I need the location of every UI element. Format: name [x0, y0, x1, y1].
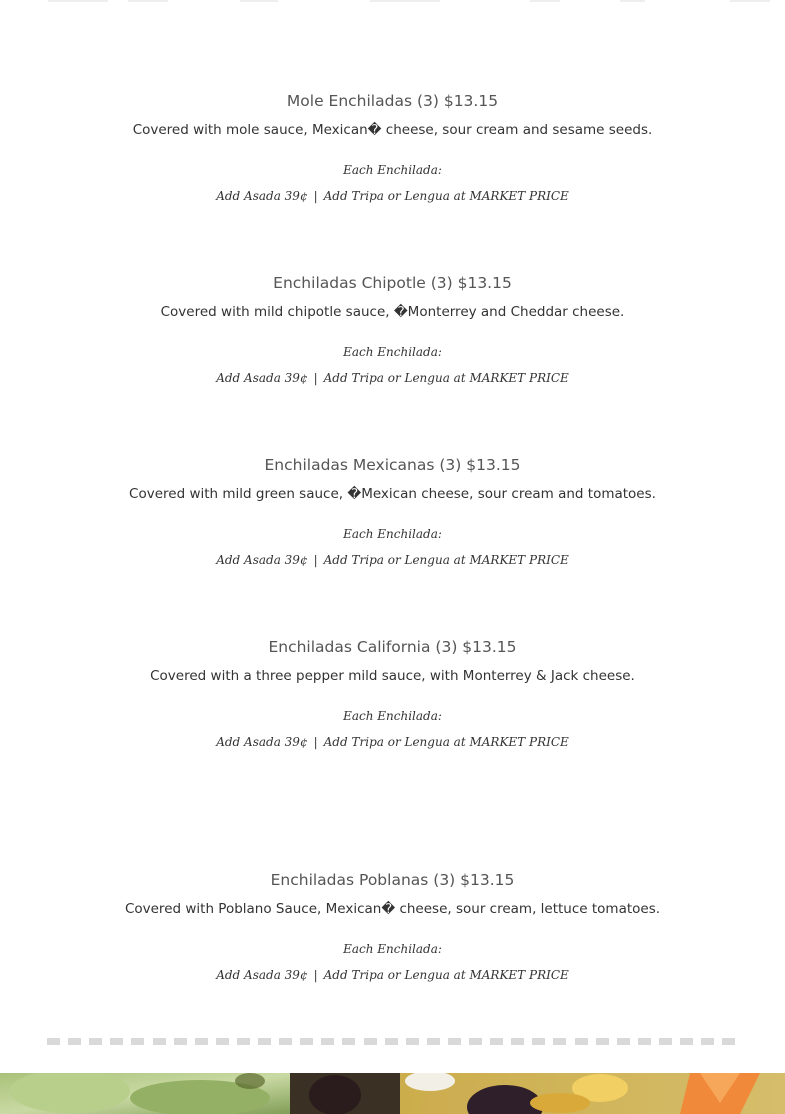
- divider-dash: [174, 1038, 187, 1045]
- addon-asada: Add Asada 39¢: [216, 371, 308, 385]
- addon-label: Each Enchilada:: [343, 942, 442, 956]
- item-title: Mole Enchiladas (3) $13.15: [286, 92, 499, 110]
- addon-tripa-lengua: Add Tripa or Lengua at MARKET PRICE: [323, 968, 569, 982]
- food-photo: [0, 1073, 785, 1114]
- divider-dash: [258, 1038, 271, 1045]
- divider-dash: [638, 1038, 651, 1045]
- item-description: Covered with a three pepper mild sauce, with Monterrey & Jack cheese.: [150, 668, 635, 684]
- addon-asada: Add Asada 39¢: [216, 553, 308, 567]
- divider-dash: [385, 1038, 398, 1045]
- divider-dash: [427, 1038, 440, 1045]
- item-title: Enchiladas California (3) $13.15: [268, 638, 517, 656]
- top-edge-strip: [0, 0, 785, 3]
- addon-tripa-lengua: Add Tripa or Lengua at MARKET PRICE: [323, 735, 569, 749]
- divider-dash: [680, 1038, 693, 1045]
- addon-label: Each Enchilada:: [343, 163, 442, 177]
- divider-dash: [722, 1038, 735, 1045]
- dashed-divider: [47, 1038, 739, 1045]
- divider-dash: [596, 1038, 609, 1045]
- addon-options: [0, 552, 785, 568]
- addon-tripa-lengua: Add Tripa or Lengua at MARKET PRICE: [323, 189, 569, 203]
- addon-separator: |: [313, 968, 318, 982]
- item-title: Enchiladas Mexicanas (3) $13.15: [264, 456, 521, 474]
- divider-dash: [89, 1038, 102, 1045]
- addon-separator: |: [313, 371, 318, 385]
- divider-dash: [216, 1038, 229, 1045]
- divider-dash: [321, 1038, 334, 1045]
- divider-dash: [300, 1038, 313, 1045]
- divider-dash: [532, 1038, 545, 1045]
- divider-dash: [195, 1038, 208, 1045]
- menu-item-enchiladas-poblanas: [0, 870, 785, 983]
- addon-options: [0, 967, 785, 983]
- divider-dash: [342, 1038, 355, 1045]
- divider-dash: [279, 1038, 292, 1045]
- divider-dash: [110, 1038, 123, 1045]
- item-title: Enchiladas Chipotle (3) $13.15: [273, 274, 512, 292]
- divider-dash: [659, 1038, 672, 1045]
- addon-tripa-lengua: Add Tripa or Lengua at MARKET PRICE: [323, 371, 569, 385]
- divider-dash: [131, 1038, 144, 1045]
- divider-dash: [237, 1038, 250, 1045]
- addon-asada: Add Asada 39¢: [216, 189, 308, 203]
- item-title: Enchiladas Poblanas (3) $13.15: [270, 871, 515, 889]
- divider-dash: [406, 1038, 419, 1045]
- divider-dash: [153, 1038, 166, 1045]
- addon-separator: |: [313, 189, 318, 203]
- divider-dash: [553, 1038, 566, 1045]
- menu-item-enchiladas-california: [0, 637, 785, 750]
- divider-dash: [490, 1038, 503, 1045]
- addon-tripa-lengua: Add Tripa or Lengua at MARKET PRICE: [323, 553, 569, 567]
- item-description: Covered with mole sauce, Mexican� cheese, sour cream and sesame seeds.: [132, 122, 653, 138]
- divider-dash: [469, 1038, 482, 1045]
- addon-asada: Add Asada 39¢: [216, 735, 308, 749]
- divider-dash: [511, 1038, 524, 1045]
- divider-dash: [68, 1038, 81, 1045]
- menu-item-enchiladas-chipotle: [0, 273, 785, 386]
- divider-dash: [701, 1038, 714, 1045]
- divider-dash: [617, 1038, 630, 1045]
- divider-dash: [364, 1038, 377, 1045]
- menu-item-mole-enchiladas: [0, 91, 785, 204]
- divider-dash: [448, 1038, 461, 1045]
- addon-options: [0, 370, 785, 386]
- menu-item-enchiladas-mexicanas: [0, 455, 785, 568]
- addon-label: Each Enchilada:: [343, 345, 442, 359]
- item-description: Covered with mild chipotle sauce, �Monterrey and Cheddar cheese.: [160, 304, 625, 320]
- addon-separator: |: [313, 735, 318, 749]
- item-description: Covered with mild green sauce, �Mexican cheese, sour cream and tomatoes.: [129, 486, 656, 502]
- divider-dash: [575, 1038, 588, 1045]
- addon-label: Each Enchilada:: [343, 527, 442, 541]
- item-description: Covered with Poblano Sauce, Mexican� cheese, sour cream, lettuce tomatoes.: [124, 901, 661, 917]
- divider-dash: [47, 1038, 60, 1045]
- addon-options: [0, 188, 785, 204]
- addon-separator: |: [313, 553, 318, 567]
- addon-asada: Add Asada 39¢: [216, 968, 308, 982]
- addon-label: Each Enchilada:: [343, 709, 442, 723]
- addon-options: [0, 734, 785, 750]
